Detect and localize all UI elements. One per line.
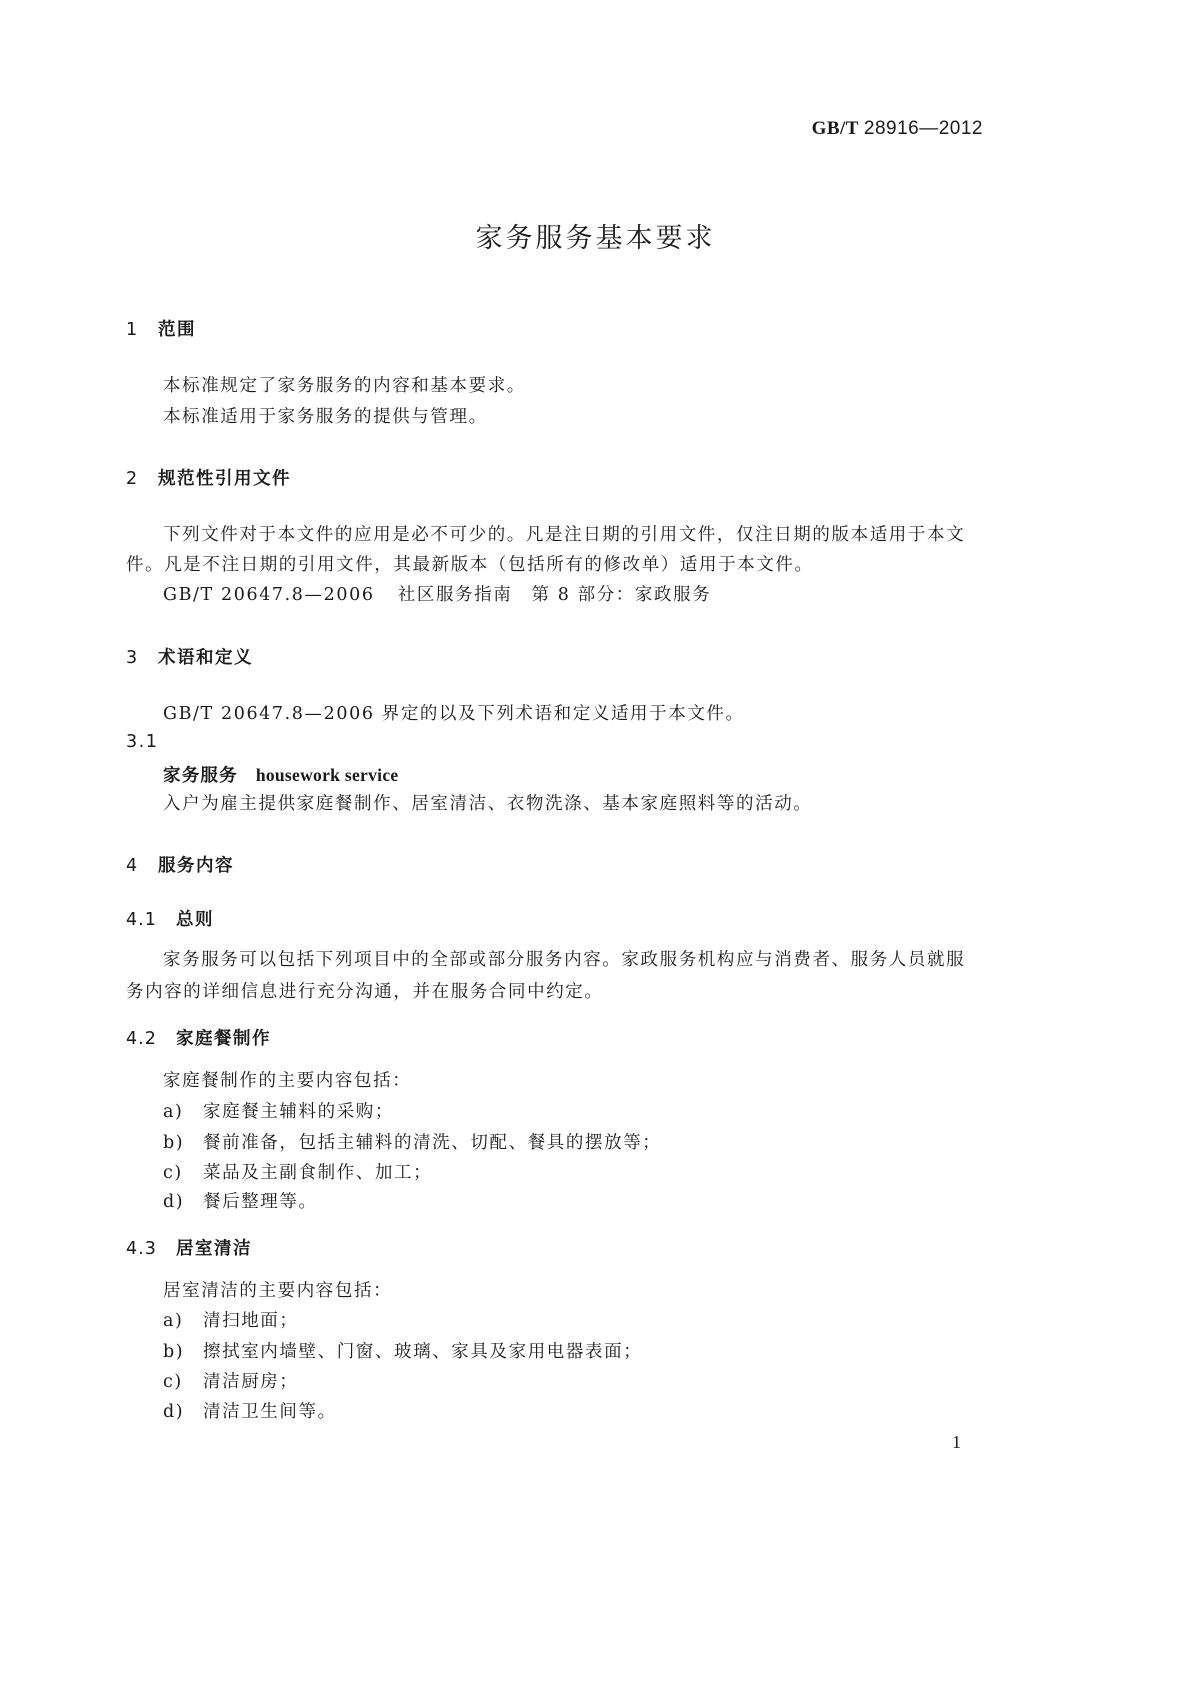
subsection-number: 4.1 xyxy=(126,910,157,930)
list-text: 清洁卫生间等。 xyxy=(203,1402,337,1422)
list-item xyxy=(163,1187,318,1217)
standard-code-number: 28916—2012 xyxy=(863,118,983,139)
section-title: 规范性引用文件 xyxy=(158,469,291,489)
subsection-4-3-heading xyxy=(126,1235,252,1260)
list-item xyxy=(163,1337,642,1367)
section-2-heading xyxy=(126,465,291,490)
subsection-title: 家庭餐制作 xyxy=(176,1029,271,1049)
subsection-title: 总则 xyxy=(176,910,214,930)
list-item xyxy=(163,1306,299,1336)
list-text: 家庭餐主辅料的采购； xyxy=(203,1102,394,1122)
reference-code: GB/T 20647.8—2006 xyxy=(163,585,375,605)
subsection-title: 居室清洁 xyxy=(176,1239,252,1259)
section-number: 1 xyxy=(126,320,139,340)
term-definition: 入户为雇主提供家庭餐制作、居室清洁、衣物洗涤、基本家庭照料等的活动。 xyxy=(163,794,813,814)
section-number: 3 xyxy=(126,648,139,668)
paragraph-line: 务内容的详细信息进行充分沟通，并在服务合同中约定。 xyxy=(126,982,604,1002)
paragraph-line: 件。凡是不注日期的引用文件，其最新版本（包括所有的修改单）适用于本文件。 xyxy=(126,555,814,575)
list-label: b) xyxy=(163,1133,185,1153)
list-label: d) xyxy=(163,1402,185,1422)
list-item xyxy=(163,1158,432,1188)
list-label: a) xyxy=(163,1102,184,1122)
paragraph: 本标准规定了家务服务的内容和基本要求。 xyxy=(163,376,526,396)
reference-title: 社区服务指南 第 8 部分：家政服务 xyxy=(397,585,712,605)
list-intro: 家庭餐制作的主要内容包括： xyxy=(163,1071,412,1091)
list-text: 菜品及主副食制作、加工； xyxy=(203,1163,433,1183)
paragraph-line: 家务服务可以包括下列项目中的全部或部分服务内容。家政服务机构应与消费者、服务人员就服 xyxy=(163,950,966,970)
list-text: 餐前准备，包括主辅料的清洗、切配、餐具的摆放等； xyxy=(203,1133,662,1153)
section-3-heading xyxy=(126,644,253,669)
subsection-4-1-heading xyxy=(126,906,214,931)
section-number: 2 xyxy=(126,469,139,489)
section-1-heading xyxy=(126,316,196,341)
term-entry xyxy=(163,762,398,787)
section-title: 服务内容 xyxy=(158,856,234,876)
list-label: c) xyxy=(163,1163,183,1183)
term-chinese: 家务服务 xyxy=(163,766,238,786)
subsection-number: 4.3 xyxy=(126,1239,157,1259)
standard-code-prefix: GB/T xyxy=(811,118,859,139)
standard-code xyxy=(812,118,983,140)
list-item xyxy=(163,1397,337,1427)
document-title: 家务服务基本要求 xyxy=(475,223,716,254)
section-title: 术语和定义 xyxy=(158,648,253,668)
list-item xyxy=(163,1128,661,1158)
list-text: 餐后整理等。 xyxy=(203,1192,318,1212)
normative-reference xyxy=(163,580,711,610)
list-item xyxy=(163,1367,299,1397)
list-text: 擦拭室内墙壁、门窗、玻璃、家具及家用电器表面； xyxy=(203,1342,643,1362)
list-text: 清扫地面； xyxy=(203,1311,299,1331)
list-intro: 居室清洁的主要内容包括： xyxy=(163,1281,393,1301)
list-label: b) xyxy=(163,1342,185,1362)
list-item xyxy=(163,1097,394,1127)
section-4-heading xyxy=(126,852,234,877)
list-label: c) xyxy=(163,1372,183,1392)
section-number: 4 xyxy=(126,856,139,876)
subsection-4-2-heading xyxy=(126,1025,271,1050)
list-label: a) xyxy=(163,1311,184,1331)
list-label: d) xyxy=(163,1192,185,1212)
list-text: 清洁厨房； xyxy=(203,1372,299,1392)
paragraph-line: 下列文件对于本文件的应用是必不可少的。凡是注日期的引用文件，仅注日期的版本适用于本文 xyxy=(163,525,966,545)
term-english: housework service xyxy=(255,765,399,785)
page-number: 1 xyxy=(952,1432,961,1452)
paragraph: 本标准适用于家务服务的提供与管理。 xyxy=(163,407,488,427)
subsection-number: 4.2 xyxy=(126,1029,157,1049)
section-title: 范围 xyxy=(158,320,196,340)
subsection-number: 3.1 xyxy=(126,732,159,752)
paragraph: GB/T 20647.8—2006 界定的以及下列术语和定义适用于本文件。 xyxy=(163,704,745,724)
